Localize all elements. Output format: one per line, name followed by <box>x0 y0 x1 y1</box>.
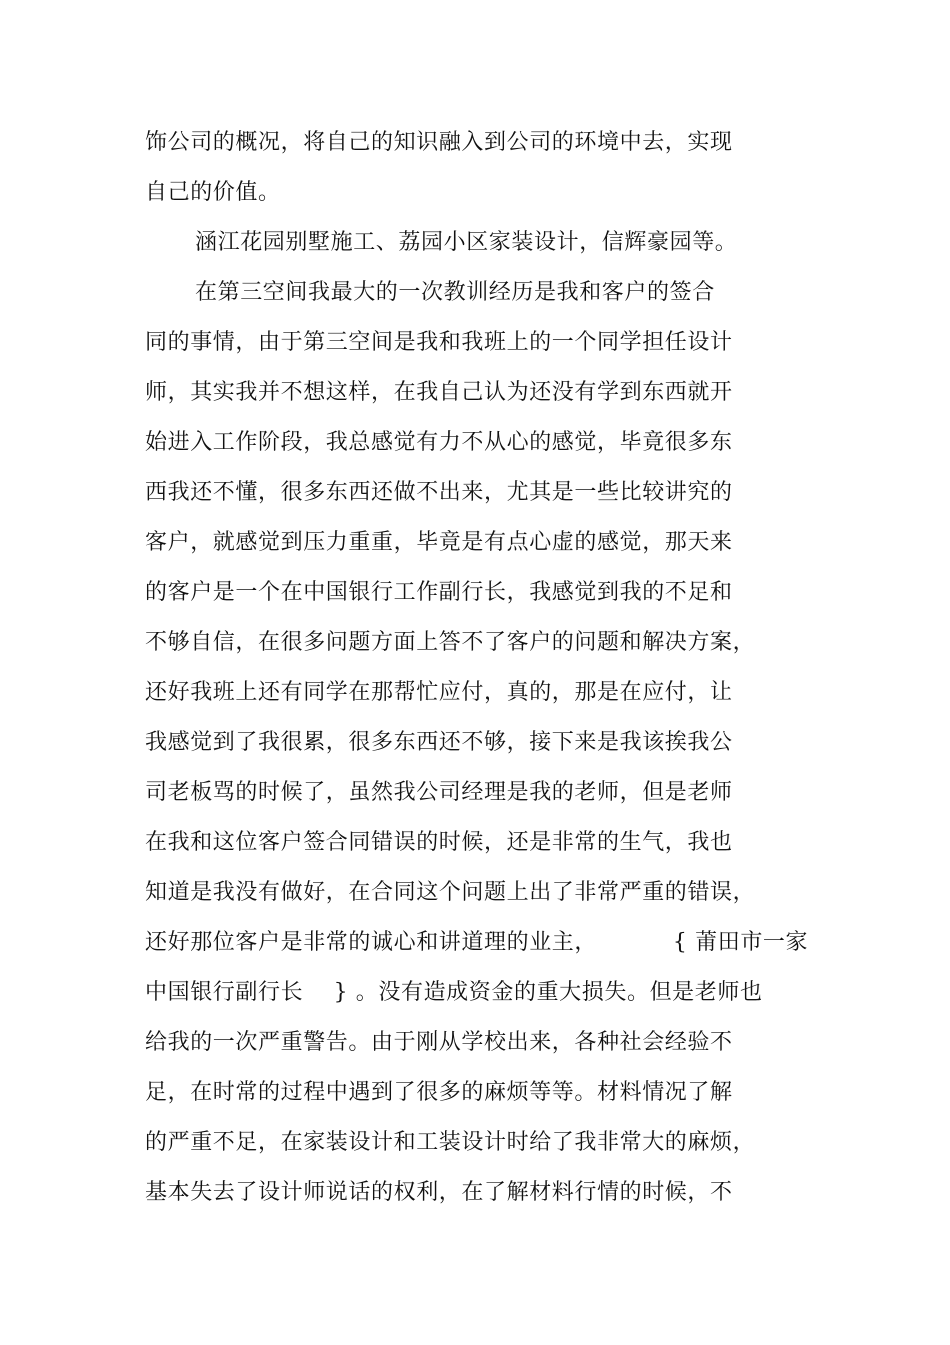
text-line: 同的事情，由于第三空间是我和我班上的一个同学担任设计 <box>145 330 733 355</box>
text-line: 师，其实我并不想这样，在我自己认为还没有学到东西就开 <box>145 380 733 405</box>
text-line: 涵江花园别墅施工、荔园小区家装设计，信辉豪园等。 <box>195 230 738 255</box>
text-line: 客户，就感觉到压力重重，毕竟是有点心虚的感觉，那天来 <box>145 530 733 555</box>
text-line: 中国银行副行长 } 。没有造成资金的重大损失。但是老师也 <box>145 980 763 1005</box>
text-line: 的严重不足，在家装设计和工装设计时给了我非常大的麻烦， <box>145 1130 756 1155</box>
text-line: 自己的价值。 <box>145 180 281 205</box>
text-line: 基本失去了设计师说话的权利，在了解材料行情的时候，不 <box>145 1180 733 1205</box>
text-line: 司老板骂的时候了，虽然我公司经理是我的老师，但是老师 <box>145 780 733 805</box>
text-line: 我感觉到了我很累，很多东西还不够，接下来是我该挨我公 <box>145 730 733 755</box>
text-line: 还好我班上还有同学在那帮忙应付，真的，那是在应付，让 <box>145 680 733 705</box>
text-line: 西我还不懂，很多东西还做不出来，尤其是一些比较讲究的 <box>145 480 733 505</box>
text-line: 在我和这位客户签合同错误的时候，还是非常的生气，我也 <box>145 830 733 855</box>
text-line: 还好那位客户是非常的诚心和讲道理的业主， { 莆田市一家 <box>145 930 809 955</box>
text-line: 知道是我没有做好，在合同这个问题上出了非常严重的错误， <box>145 880 756 905</box>
text-line: 饰公司的概况，将自己的知识融入到公司的环境中去，实现 <box>145 130 733 155</box>
text-line: 的客户是一个在中国银行工作副行长，我感觉到我的不足和 <box>145 580 733 605</box>
text-line: 不够自信，在很多问题方面上答不了客户的问题和解决方案， <box>145 630 756 655</box>
text-line: 始进入工作阶段，我总感觉有力不从心的感觉，毕竟很多东 <box>145 430 733 455</box>
text-line: 给我的一次严重警告。由于刚从学校出来，各种社会经验不 <box>145 1030 733 1055</box>
text-line: 在第三空间我最大的一次教训经历是我和客户的签合 <box>195 280 715 305</box>
text-line: 足，在时常的过程中遇到了很多的麻烦等等。材料情况了解 <box>145 1080 733 1105</box>
